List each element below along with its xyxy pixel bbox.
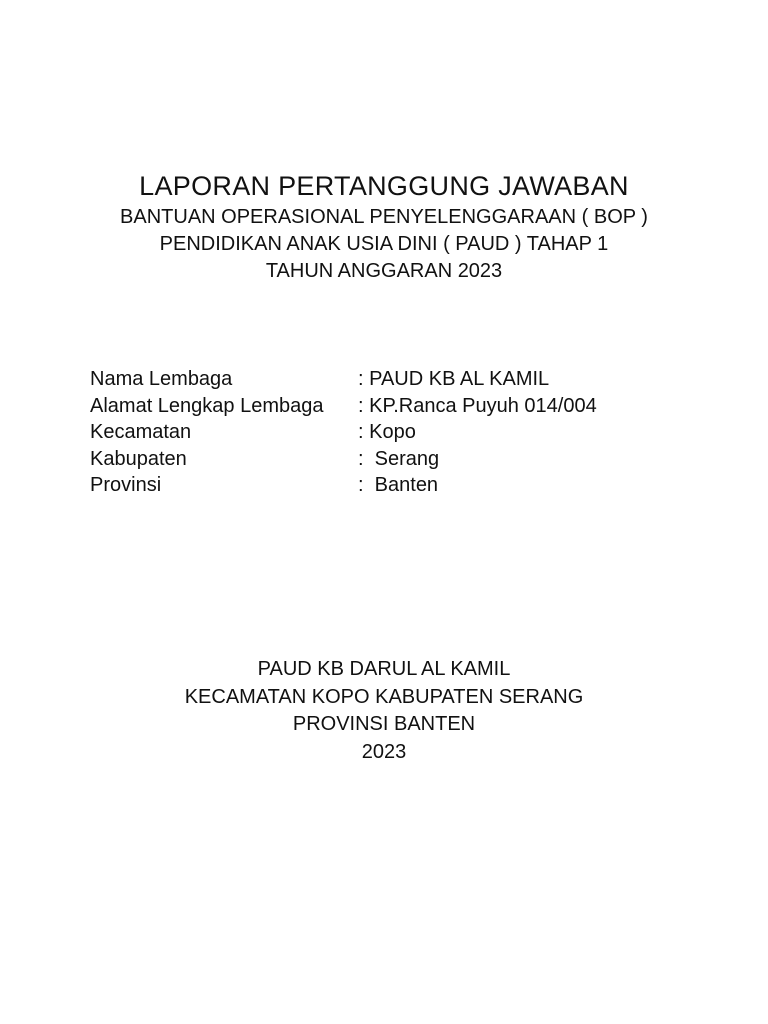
footer-province: PROVINSI BANTEN (292, 713, 476, 735)
subtitle-line-2: PENDIDIKAN ANAK USIA DINI ( PAUD ) TAHAP 1 (159, 233, 609, 255)
info-row-alamat (90, 393, 690, 420)
footer-year: 2023 (361, 740, 407, 763)
info-value: : Banten (358, 474, 439, 496)
info-value: : KP.Ranca Puyuh 014/004 (358, 394, 597, 417)
info-value: : PAUD KB AL KAMIL (358, 368, 550, 390)
footer-district: KECAMATAN KOPO KABUPATEN SERANG (184, 685, 584, 708)
info-label: Kecamatan (90, 421, 192, 443)
info-label: Alamat Lengkap Lembaga (90, 394, 324, 417)
info-row-provinsi (90, 472, 690, 499)
info-row-kabupaten (90, 446, 690, 473)
subtitle-line-1: BANTUAN OPERASIONAL PENYELENGGARAAN ( BOP ) (120, 206, 648, 228)
info-label: Kabupaten (90, 447, 187, 470)
title-block (0, 168, 768, 285)
footer-block (0, 656, 768, 766)
info-row-nama-lembaga (90, 366, 690, 393)
info-value: : Kopo (358, 421, 416, 443)
info-label: Nama Lembaga (90, 368, 233, 390)
subtitle-line-3: TAHUN ANGGARAN 2023 (265, 260, 503, 282)
institution-info (90, 366, 690, 499)
footer-institution: PAUD KB DARUL AL KAMIL (257, 658, 511, 680)
info-row-kecamatan (90, 419, 690, 446)
info-value: : Serang (358, 447, 440, 470)
report-title: LAPORAN PERTANGGUNG JAWABAN (139, 171, 629, 201)
info-label: Provinsi (90, 474, 162, 496)
